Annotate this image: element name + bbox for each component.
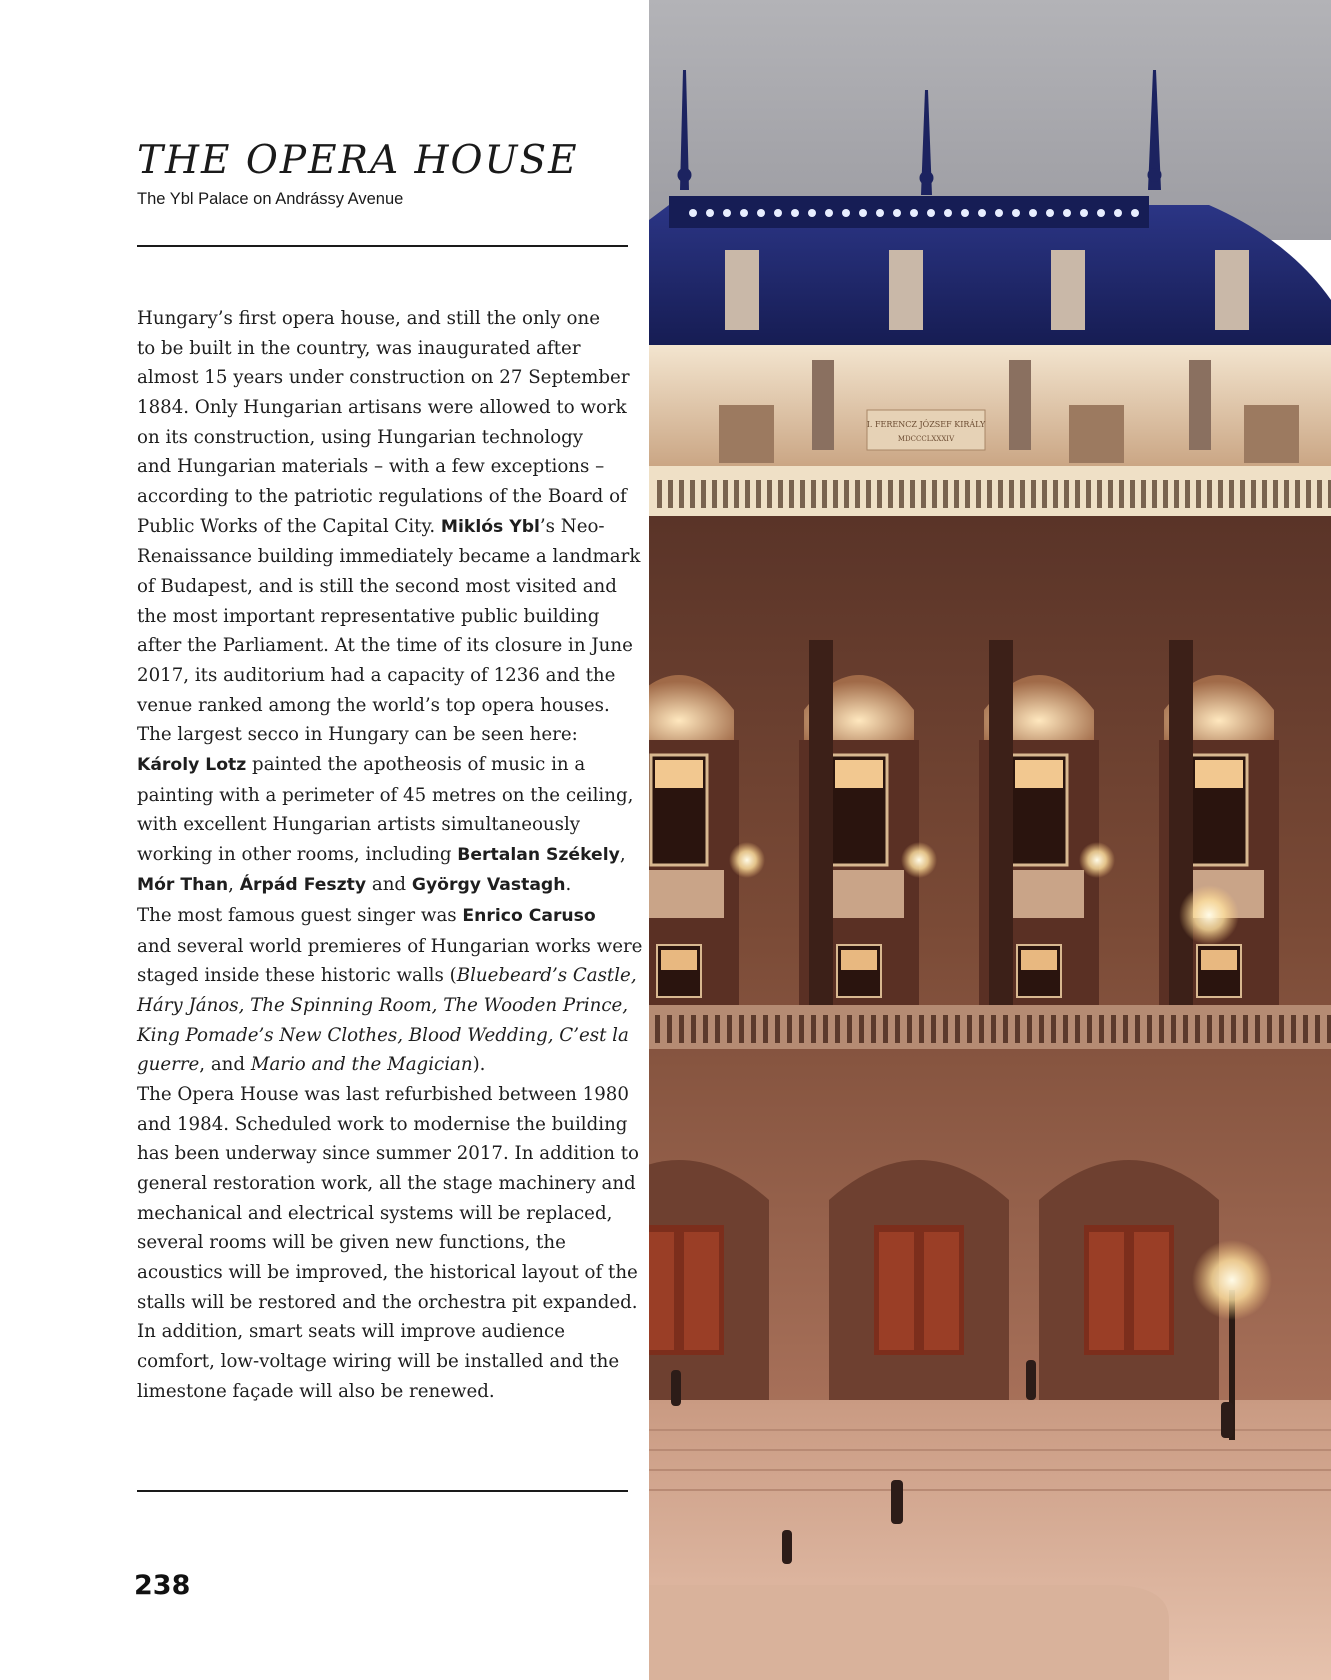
body-line xyxy=(137,542,647,572)
italic-title: Mario and the Magician xyxy=(250,1054,473,1076)
body-line xyxy=(137,334,647,364)
text-run: working in other rooms, including xyxy=(137,843,458,865)
text-page xyxy=(0,0,649,1680)
body-line xyxy=(137,1347,647,1377)
top-divider xyxy=(137,245,628,247)
body-line xyxy=(137,840,647,871)
text-run: Hungary’s first opera house, and still the only one xyxy=(137,308,600,329)
body-line xyxy=(137,961,647,991)
text-run: The most famous guest singer was xyxy=(137,905,463,927)
text-run: almost 15 years under construction on 27 September xyxy=(137,367,630,389)
body-line xyxy=(137,363,647,393)
body-line xyxy=(137,720,647,750)
bold-name: Bertalan Székely xyxy=(457,844,620,865)
body-line xyxy=(137,661,647,691)
text-run: painted the apotheosis of music in a xyxy=(246,753,586,775)
text-run: several rooms will be given new functions, the xyxy=(137,1232,566,1254)
bold-name: Miklós Ybl xyxy=(440,516,540,537)
body-line xyxy=(137,1169,647,1199)
text-run: . xyxy=(565,874,572,896)
italic-title: Háry János, The Spinning Room, The Wooden Prince, xyxy=(137,995,629,1017)
text-run: and several world premieres of Hungarian works were xyxy=(137,935,643,957)
article-body xyxy=(137,304,647,1406)
bold-name: Enrico Caruso xyxy=(462,906,596,927)
text-run: ). xyxy=(472,1054,486,1076)
text-run: limestone façade will also be renewed. xyxy=(137,1380,495,1402)
italic-title: King Pomade’s New Clothes, Blood Wedding, C’est la xyxy=(137,1024,629,1046)
text-run: venue ranked among the world’s top opera houses. xyxy=(137,694,610,716)
body-line xyxy=(137,1377,647,1407)
body-line xyxy=(137,393,647,423)
body-line xyxy=(137,572,647,602)
upper-balustrade xyxy=(649,466,1331,516)
bold-name: Árpád Feszty xyxy=(239,875,367,896)
ground-arcade xyxy=(649,1160,1219,1400)
body-line xyxy=(137,810,647,840)
text-run: Public Works of the Capital City. xyxy=(137,515,441,537)
body-line xyxy=(137,1258,647,1288)
text-run: , and xyxy=(199,1054,251,1076)
text-run: after the Parliament. At the time of its closure in June xyxy=(137,635,633,657)
text-run: mechanical and electrical systems will be replaced, xyxy=(137,1202,613,1224)
body-line xyxy=(137,781,647,811)
body-line xyxy=(137,870,647,901)
text-run: to be built in the country, was inaugurated after xyxy=(137,337,581,359)
text-run: 1884. Only Hungarian artisans were allowed to work xyxy=(137,396,627,418)
bold-name: Mór Than xyxy=(137,875,229,896)
text-run: The largest secco in Hungary can be seen here: xyxy=(137,724,578,746)
body-line xyxy=(137,1110,647,1140)
body-line xyxy=(137,423,647,453)
text-run: general restoration work, all the stage machinery and xyxy=(137,1173,636,1195)
inscription-line-1: I. FERENCZ JÓZSEF KIRÁLY xyxy=(866,420,986,429)
text-run: and Hungarian materials – with a few exceptions – xyxy=(137,456,605,478)
body-line xyxy=(137,1228,647,1258)
bold-name: György Vastagh xyxy=(411,875,566,896)
page-number: 238 xyxy=(134,1570,191,1601)
mid-balustrade xyxy=(649,1005,1331,1049)
body-line xyxy=(137,1139,647,1169)
body-line xyxy=(137,1288,647,1318)
text-run: , xyxy=(619,843,626,865)
text-run: The Opera House was last refurbished between 1980 xyxy=(137,1084,629,1106)
text-run: and 1984. Scheduled work to modernise the building xyxy=(137,1113,628,1135)
text-run: with excellent Hungarian artists simultaneously xyxy=(137,814,581,836)
opera-house-photo xyxy=(649,0,1331,1680)
body-line xyxy=(137,1080,647,1110)
text-run: acoustics will be improved, the historical layout of the xyxy=(137,1262,638,1283)
text-run: the most important representative public building xyxy=(137,605,600,627)
body-line xyxy=(137,452,647,482)
text-run: and xyxy=(366,874,412,896)
text-run: 2017, its auditorium had a capacity of 1236 and the xyxy=(137,664,616,686)
text-run: , xyxy=(228,874,240,896)
body-line xyxy=(137,691,647,721)
attic-level xyxy=(649,345,1331,470)
article-title: THE OPERA HOUSE xyxy=(137,138,579,183)
text-run: has been underway since summer 2017. In addition to xyxy=(137,1143,640,1165)
text-run: according to the patriotic regulations of the Board of xyxy=(137,485,627,507)
body-line xyxy=(137,932,647,962)
italic-title: guerre xyxy=(137,1054,200,1076)
text-run: on its construction, using Hungarian technology xyxy=(137,426,584,448)
italic-title: Bluebeard’s Castle, xyxy=(456,965,637,987)
text-run: ’s Neo- xyxy=(539,515,605,537)
body-line xyxy=(137,1317,647,1347)
text-run: In addition, smart seats will improve audience xyxy=(137,1321,565,1343)
body-line xyxy=(137,482,647,512)
text-run: of Budapest, and is still the second most visited and xyxy=(137,575,617,597)
body-line xyxy=(137,750,647,781)
body-line xyxy=(137,512,647,543)
bold-name: Károly Lotz xyxy=(137,754,247,775)
steps xyxy=(649,1400,1331,1680)
text-run: stalls will be restored and the orchestra pit expanded. xyxy=(137,1291,638,1313)
body-line xyxy=(137,304,647,334)
body-line xyxy=(137,1199,647,1229)
body-line xyxy=(137,1050,647,1080)
body-line xyxy=(137,1021,647,1051)
text-run: comfort, low-voltage wiring will be installed and the xyxy=(137,1350,620,1372)
inscription-line-2: MDCCCLXXXIV xyxy=(897,435,955,443)
article-subtitle: The Ybl Palace on Andrássy Avenue xyxy=(137,190,404,208)
body-line xyxy=(137,901,647,932)
text-run: painting with a perimeter of 45 metres on the ceiling, xyxy=(137,784,634,806)
text-run: staged inside these historic walls ( xyxy=(137,965,457,987)
bottom-divider xyxy=(137,1490,628,1492)
body-line xyxy=(137,991,647,1021)
body-line xyxy=(137,602,647,632)
body-line xyxy=(137,631,647,661)
text-run: Renaissance building immediately became a landmark xyxy=(137,546,641,568)
